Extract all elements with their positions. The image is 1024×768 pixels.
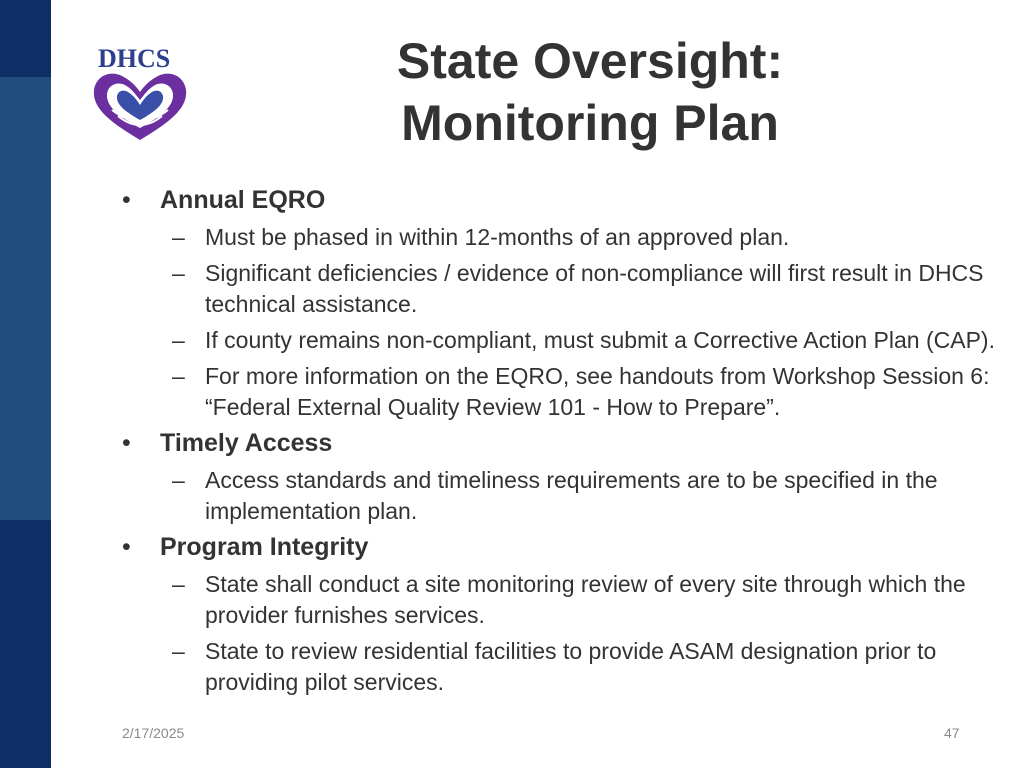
section-annual-eqro	[120, 185, 1010, 423]
side-band	[0, 0, 51, 768]
title-line-2: Monitoring Plan	[401, 95, 779, 151]
list-item	[120, 465, 1010, 527]
heart-hands-icon	[90, 70, 190, 142]
dash-marker: –	[172, 363, 185, 389]
list-item-text: Must be phased in within 12-months of an approved plan.	[205, 224, 790, 250]
list-item-text: Access standards and timeliness requirements are to be specified in the implementation plan.	[205, 467, 938, 524]
bullet-dot: •	[122, 186, 131, 214]
list-item	[120, 569, 1010, 631]
bullet-heading	[120, 185, 1010, 215]
dash-marker: –	[172, 260, 185, 286]
side-band-bottom	[0, 520, 51, 768]
side-band-top	[0, 0, 51, 77]
section-program-integrity	[120, 532, 1010, 698]
bullet-dot: •	[122, 429, 131, 457]
page-title	[330, 30, 850, 154]
dash-marker: –	[172, 571, 185, 597]
list-item-text: State shall conduct a site monitoring review of every site through which the provider furnishes services.	[205, 571, 966, 628]
list-item	[120, 222, 1010, 253]
logo-text: DHCS	[98, 44, 171, 73]
dhcs-logo	[86, 44, 196, 144]
bullet-heading	[120, 532, 1010, 562]
section-timely-access	[120, 428, 1010, 527]
bullet-heading-text: Program Integrity	[160, 533, 369, 561]
list-item	[120, 361, 1010, 423]
bullet-heading	[120, 428, 1010, 458]
list-item	[120, 636, 1010, 698]
list-item-text: State to review residential facilities to provide ASAM designation prior to providing pilot services.	[205, 638, 937, 695]
list-item-text: Significant deficiencies / evidence of non-compliance will first result in DHCS technical assistance.	[205, 260, 984, 317]
list-item-text: If county remains non-compliant, must submit a Corrective Action Plan (CAP).	[205, 327, 995, 353]
side-band-middle	[0, 77, 51, 520]
list-item-text: For more information on the EQRO, see handouts from Workshop Session 6: “Federal External Quality Review 101 - How to Prepare”.	[205, 363, 990, 420]
bullet-dot: •	[122, 533, 131, 561]
title-line-1: State Oversight:	[396, 33, 784, 89]
bullet-heading-text: Timely Access	[160, 429, 333, 457]
list-item	[120, 325, 1010, 356]
list-item	[120, 258, 1010, 320]
dash-marker: –	[172, 327, 185, 353]
dash-marker: –	[172, 224, 185, 250]
dash-marker: –	[172, 467, 185, 493]
footer-date: 2/17/2025	[122, 725, 185, 741]
slide-content	[120, 185, 1010, 703]
dash-marker: –	[172, 638, 185, 664]
page-number: 47	[944, 725, 960, 741]
bullet-heading-text: Annual EQRO	[160, 186, 326, 214]
